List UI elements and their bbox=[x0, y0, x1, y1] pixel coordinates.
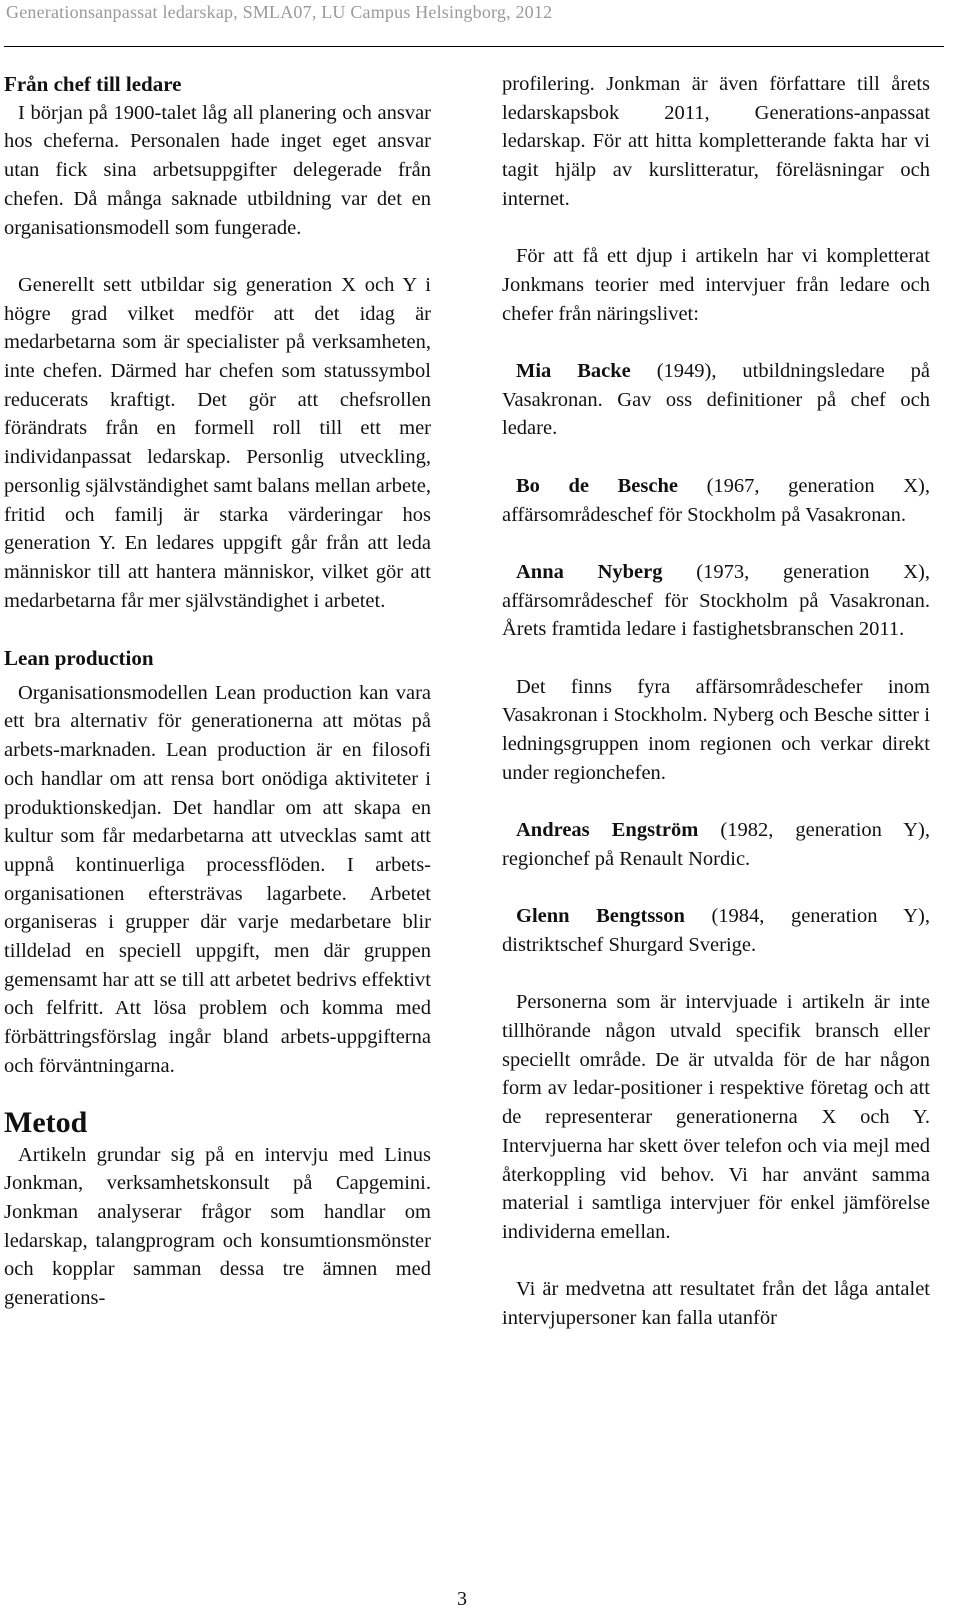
interviewee-entry bbox=[502, 558, 930, 644]
page-number: 3 bbox=[457, 1588, 467, 1610]
interviewee-details: (1967, generation X), affärsområdeschef för Stockholm på Vasakronan. bbox=[502, 474, 930, 526]
paragraph: Det finns fyra affärsområdeschefer inom Vasakronan i Stockholm. Nyberg och Besche sitter i ledningsgruppen inom regionen och verkar direkt under regionchefen. bbox=[502, 675, 930, 784]
paragraph: Generellt sett utbildar sig generation X och Y i högre grad vilket medför att det idag är medarbetarna som är specialister på verksamheten, inte chefen. Därmed har chefen som statussymbol reducerats kraftigt. Det gör att chefsrollen förändrats från en formell roll till ett mer individanpassat ledarskap. Personlig utveckling, personlig självständighet samt balans mellan arbete, fritid och familj är starka värderingar hos generation Y. En ledares uppgift går från att leda människor till att hantera människor, vilket gör att medarbetarna får mer självständighet i arbetet. bbox=[4, 273, 431, 612]
paragraph: Artikeln grundar sig på en intervju med Linus Jonkman, verksamhetskonsult på Capgemini. Jonkman analyserar frågor som handlar om ledarskap, talangprogram och konsumtionsmönster och kopplar samman dessa tre ämnen med generations- bbox=[4, 1143, 431, 1310]
interviewee-name: Mia Backe bbox=[516, 360, 631, 382]
interviewee-details: (1949), utbildningsledare på Vasakronan. Gav oss definitioner på chef och ledare. bbox=[502, 360, 930, 440]
paragraph: Personerna som är intervjuade i artikeln är inte tillhörande någon utvald specifik bransch eller speciellt område. De är utvalda för de har någon form av ledar-positioner i respektive företag och att de representerar generationerna X och Y. Intervjuerna har skett över telefon och via mejl med återkoppling vid behov. Vi har använt samma material i samtliga intervjuer för enkel jämförelse individerna emellan. bbox=[502, 991, 930, 1243]
interviewee-entry bbox=[502, 472, 930, 529]
interviewee-entry bbox=[502, 816, 930, 873]
paragraph: Vi är medvetna att resultatet från det låga antalet intervjupersoner kan falla utanför bbox=[502, 1278, 930, 1330]
left-column bbox=[4, 70, 431, 1313]
interviewee-name: Glenn Bengtsson bbox=[516, 905, 685, 928]
paragraph: För att få ett djup i artikeln har vi kompletterat Jonkmans teorier med intervjuer från ledare och chefer från näringslivet: bbox=[502, 245, 930, 325]
running-header-title: Generationsanpassat ledarskap, SMLA07, LU Campus Helsingborg, 2012 bbox=[6, 2, 553, 22]
interviewee-name: Bo de Besche bbox=[516, 474, 678, 497]
interviewee-entry bbox=[502, 902, 930, 959]
heading-fran-chef-till-ledare: Från chef till ledare bbox=[4, 72, 182, 96]
interviewee-name: Andreas Engström bbox=[516, 819, 699, 842]
right-column bbox=[502, 70, 930, 1333]
interviewee-details: (1982, generation Y), regionchef på Renault Nordic. bbox=[502, 819, 930, 870]
interviewee-name: Anna Nyberg bbox=[516, 560, 663, 583]
paragraph: I början på 1900-talet låg all planering och ansvar hos cheferna. Personalen hade inget eget ansvar utan fick sina arbetsuppgifter delegerade från chefen. Då många saknade utbildning var det en organisationsmodell som fungerade. bbox=[4, 101, 431, 239]
heading-metod: Metod bbox=[4, 1105, 88, 1139]
paragraph: profilering. Jonkman är även författare till årets ledarskapsbok 2011, Generations-anpassat ledarskap. För att hitta kompletterande fakta har vi tagit hjälp av kurslitteratur, föreläsningar och internet. bbox=[502, 73, 930, 210]
interviewee-details: (1984, generation Y), distriktschef Shurgard Sverige. bbox=[502, 905, 930, 956]
paragraph: Organisationsmodellen Lean production kan vara ett bra alternativ för generationerna att mötas på arbets-marknaden. Lean production är en filosofi och handlar om att rensa bort onödiga aktiviteter i produktionskedjan. Det handlar om att skapa en kultur som får medarbetarna att utvecklas samt att uppnå kontinuerliga processflöden. I arbets-organisationen eftersträvas lagarbete. Arbetet organiseras i grupper där varje medarbetare blir tilldelad en speciell uppgift, men där gruppen gemensamt har att se till att arbetet bedrivs effektivt och felfritt. Att lösa problem och komma med förbättringsförslag ingår bland arbets-uppgifterna och förväntningarna. bbox=[4, 681, 431, 1077]
interviewee-entry bbox=[502, 357, 930, 443]
running-header bbox=[4, 2, 944, 47]
interviewee-details: (1973, generation X), affärsområdeschef för Stockholm på Vasakronan. Årets framtida ledare i fastighetsbranschen 2011. bbox=[502, 560, 930, 641]
heading-lean-production: Lean production bbox=[4, 646, 154, 671]
